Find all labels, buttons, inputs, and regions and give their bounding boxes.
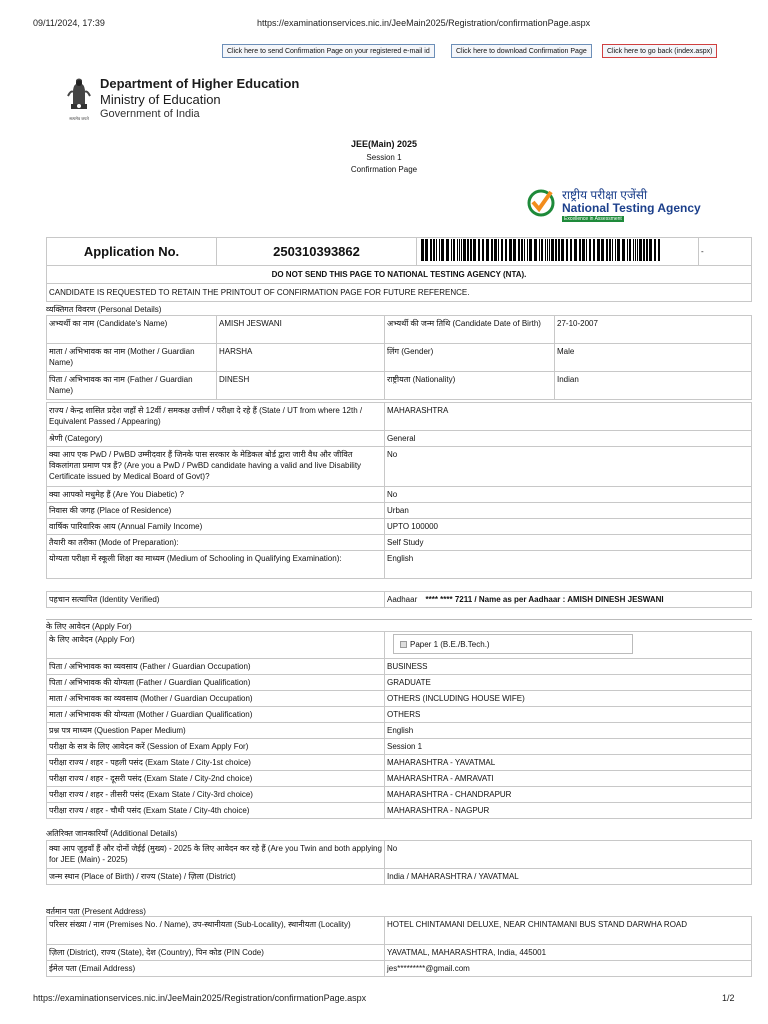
apply-row-label: प्रश्न पत्र माध्यम (Question Paper Medium) <box>47 723 385 739</box>
apply-row-value: OTHERS (INCLUDING HOUSE WIFE) <box>385 691 752 707</box>
application-dash: - <box>699 238 752 266</box>
nta-hindi-name: राष्ट्रीय परीक्षा एजेंसी <box>562 188 648 202</box>
go-back-button[interactable]: Click here to go back (index.aspx) <box>602 44 717 58</box>
barcode-bar <box>529 239 532 261</box>
barcode-bar <box>629 239 631 261</box>
apply-row-value: English <box>385 723 752 739</box>
barcode-bar <box>478 239 480 261</box>
label-twin: क्या आप जुड़वाँ हैं और दोनों जेईई (मुख्य) - 2025 के लिए आवेदन कर रहे हैं (Are you Twin and both applying for JEE (Main) - 2025) <box>47 841 385 869</box>
value-mode-preparation: Self Study <box>385 535 752 551</box>
apply-row-value: MAHARASHTRA - AMRAVATI <box>385 771 752 787</box>
barcode-bar <box>574 239 577 261</box>
identity-type: Aadhaar <box>387 595 418 604</box>
label-candidate-name: अभ्यर्थी का नाम (Candidate's Name) <box>47 316 217 344</box>
apply-divider <box>46 619 752 620</box>
barcode-bar <box>601 239 604 261</box>
barcode-bar <box>582 239 585 261</box>
apply-row-value: MAHARASHTRA - CHANDRAPUR <box>385 787 752 803</box>
label-residence: निवास की जगह (Place of Residence) <box>47 503 385 519</box>
value-apply-for <box>385 632 752 659</box>
label-district: ज़िला (District), राज्य (State), देश (Country), पिन कोड (PIN Code) <box>47 945 385 961</box>
barcode-bar <box>425 239 428 261</box>
apply-row-value: Session 1 <box>385 739 752 755</box>
barcode-bar <box>467 239 469 261</box>
barcode-bar <box>534 239 537 261</box>
barcode-bar <box>639 239 642 261</box>
notice-do-not-send: DO NOT SEND THIS PAGE TO NATIONAL TESTING AGENCY (NTA). <box>47 266 752 284</box>
apply-row-label: पिता / अभिभावक का व्यवसाय (Father / Guardian Occupation) <box>47 659 385 675</box>
barcode-bar <box>451 239 452 261</box>
barcode-bar <box>453 239 455 261</box>
barcode-bar <box>505 239 507 261</box>
print-datetime: 09/11/2024, 17:39 <box>33 18 105 28</box>
barcode-bar <box>463 239 466 261</box>
barcode-bar <box>646 239 648 261</box>
application-table <box>46 237 752 302</box>
ministry-title: Ministry of Education <box>100 92 221 107</box>
barcode-bar <box>501 239 503 261</box>
label-gender: लिंग (Gender) <box>385 344 555 372</box>
download-confirmation-button[interactable]: Click here to download Confirmation Page <box>451 44 592 58</box>
barcode-bar <box>589 239 591 261</box>
personal-details-table-2 <box>46 402 752 535</box>
apply-row-value: MAHARASHTRA - NAGPUR <box>385 803 752 819</box>
value-nationality: Indian <box>555 372 752 400</box>
label-identity: पहचान सत्यापित (Identity Verified) <box>47 592 385 608</box>
value-gender: Male <box>555 344 752 372</box>
preparation-table <box>46 534 752 579</box>
barcode-bar <box>470 239 472 261</box>
value-diabetic: No <box>385 487 752 503</box>
barcode-bar <box>433 239 435 261</box>
barcode-bar <box>545 239 546 261</box>
value-email: jes*********@gmail.com <box>385 961 752 977</box>
apply-row <box>47 691 752 707</box>
barcode-bar <box>551 239 554 261</box>
emblem-caption: सत्यमेव जयते <box>69 116 89 121</box>
barcode-bar <box>527 239 528 261</box>
value-dob: 27-10-2007 <box>555 316 752 344</box>
identity-table <box>46 591 752 608</box>
value-identity <box>385 592 752 608</box>
apply-row-value: GRADUATE <box>385 675 752 691</box>
apply-row-label: पिता / अभिभावक की योग्यता (Father / Guardian Qualification) <box>47 675 385 691</box>
barcode-bar <box>617 239 620 261</box>
exam-title: JEE(Main) 2025 <box>350 139 418 149</box>
barcode-bar <box>547 239 548 261</box>
apply-row-label: परीक्षा राज्य / शहर - दूसरी पसंद (Exam State / City-2nd choice) <box>47 771 385 787</box>
barcode-bar <box>615 239 616 261</box>
address-table <box>46 916 752 977</box>
footer-page-number: 1/2 <box>722 993 735 1003</box>
session-title: Session 1 <box>366 153 402 162</box>
send-email-button[interactable]: Click here to send Confirmation Page on your registered e-mail id <box>222 44 435 58</box>
barcode-bar <box>521 239 523 261</box>
barcode-bar <box>482 239 484 261</box>
barcode-bar <box>570 239 572 261</box>
label-diabetic: क्या आपको मधुमेह हैं (Are You Diabetic) ? <box>47 487 385 503</box>
barcode-bar <box>509 239 512 261</box>
label-pwd: क्या आप एक PwD / PwBD उम्मीदवार हैं जिनके पास सरकार के मेडिकल बोर्ड द्वारा जारी वैध और जीवित विकलांगता प्रमाण पत्र हैं? (Are you a PwD / PwBD candidate having a valid and live Disability Certificate issued by Medical Board of Govt)? <box>47 447 385 487</box>
barcode-bar <box>494 239 497 261</box>
apply-row-value: MAHARASHTRA - YAVATMAL <box>385 755 752 771</box>
barcode-bar <box>541 239 543 261</box>
label-apply-for: के लिए आवेदन (Apply For) <box>47 632 385 659</box>
barcode-bar <box>558 239 560 261</box>
barcode-bar <box>430 239 432 261</box>
apply-row-label: परीक्षा राज्य / शहर - पहली पसंद (Exam State / City-1st choice) <box>47 755 385 771</box>
page-title: Confirmation Page <box>350 165 418 174</box>
barcode-bar <box>561 239 564 261</box>
barcode-bar <box>441 239 444 261</box>
barcode-bar <box>593 239 595 261</box>
barcode-bar <box>586 239 587 261</box>
barcode-bar <box>459 239 460 261</box>
barcode-bar <box>643 239 645 261</box>
national-emblem-icon <box>64 74 94 120</box>
identity-value: **** **** 7211 / Name as per Aadhaar : AMISH DINESH JESWANI <box>425 595 664 604</box>
label-father-name: पिता / अभिभावक का नाम (Father / Guardian Name) <box>47 372 217 400</box>
footer-url: https://examinationservices.nic.in/JeeMain2025/Registration/confirmationPage.aspx <box>33 993 367 1003</box>
print-url: https://examinationservices.nic.in/JeeMain2025/Registration/confirmationPage.aspx <box>257 18 591 28</box>
barcode-bar <box>658 239 660 261</box>
value-twin: No <box>385 841 752 869</box>
barcode-bar <box>473 239 476 261</box>
apply-row <box>47 659 752 675</box>
barcode-bar <box>622 239 625 261</box>
barcode-bar <box>421 239 424 261</box>
value-residence: Urban <box>385 503 752 519</box>
barcode-bar <box>606 239 608 261</box>
nta-check-icon <box>527 188 555 218</box>
additional-table <box>46 840 752 885</box>
label-birthplace: जन्म स्थान (Place of Birth) / राज्य (State) / ज़िला (District) <box>47 869 385 885</box>
application-label: Application No. <box>47 238 217 266</box>
barcode-bar <box>491 239 493 261</box>
barcode-bar <box>579 239 581 261</box>
apply-row <box>47 771 752 787</box>
apply-row <box>47 723 752 739</box>
label-category: श्रेणी (Category) <box>47 431 385 447</box>
barcode-bar <box>461 239 462 261</box>
barcode-bar <box>609 239 611 261</box>
barcode-bar <box>457 239 458 261</box>
barcode-bar <box>627 239 628 261</box>
barcode-bar <box>612 239 613 261</box>
label-dob: अभ्यर्थी की जन्म तिथि (Candidate Date of Birth) <box>385 316 555 344</box>
barcode-bar <box>439 239 440 261</box>
application-number: 250310393862 <box>217 238 417 266</box>
value-district: YAVATMAL, MAHARASHTRA, India, 445001 <box>385 945 752 961</box>
label-nationality: राष्ट्रीयता (Nationality) <box>385 372 555 400</box>
notice-retain-printout: CANDIDATE IS REQUESTED TO RETAIN THE PRINTOUT OF CONFIRMATION PAGE FOR FUTURE REFERENCE. <box>47 284 752 302</box>
barcode-bar <box>637 239 638 261</box>
label-state-12th: राज्य / केन्द्र शासित प्रदेश जहाँ से 12वीं / समकक्ष उत्तीर्ण / परीक्षा दे रहे हैं (State / UT from where 12th / Equivalent Passed / Appearing) <box>47 403 385 431</box>
additional-section-title: अतिरिक्त जानकारियाँ (Additional Details) <box>46 829 178 838</box>
barcode-bar <box>566 239 568 261</box>
label-family-income: वार्षिक पारिवारिक आय (Annual Family Income) <box>47 519 385 535</box>
address-section-title: वर्तमान पता (Present Address) <box>46 907 146 916</box>
personal-details-table <box>46 315 752 400</box>
apply-row-value: OTHERS <box>385 707 752 723</box>
barcode-bar <box>518 239 520 261</box>
apply-row <box>47 707 752 723</box>
apply-table <box>46 631 752 659</box>
barcode-bar <box>597 239 600 261</box>
barcode-bar <box>524 239 525 261</box>
barcode-icon <box>421 239 661 261</box>
value-medium-schooling: English <box>385 551 752 579</box>
barcode-bar <box>635 239 636 261</box>
value-category: General <box>385 431 752 447</box>
apply-row-label: परीक्षा राज्य / शहर - तीसरी पसंद (Exam State / City-3rd choice) <box>47 787 385 803</box>
value-pwd: No <box>385 447 752 487</box>
label-email: ईमेल पता (Email Address) <box>47 961 385 977</box>
barcode-bar <box>555 239 557 261</box>
barcode-bar <box>513 239 516 261</box>
government-title: Government of India <box>100 108 200 120</box>
value-father-name: DINESH <box>217 372 385 400</box>
nta-english-name: National Testing Agency <box>562 201 701 215</box>
label-medium-schooling: योग्यता परीक्षा में स्कूली शिक्षा का माध्यम (Medium of Schooling in Qualifying Examination): <box>47 551 385 579</box>
apply-row <box>47 755 752 771</box>
apply-details-table <box>46 658 752 819</box>
apply-row <box>47 787 752 803</box>
label-mother-name: माता / अभिभावक का नाम (Mother / Guardian Name) <box>47 344 217 372</box>
label-mode-preparation: तैयारी का तरीका (Mode of Preparation): <box>47 535 385 551</box>
value-state-12th: MAHARASHTRA <box>385 403 752 431</box>
value-birthplace: India / MAHARASHTRA / YAVATMAL <box>385 869 752 885</box>
barcode <box>417 238 699 266</box>
barcode-bar <box>549 239 550 261</box>
apply-section-title: के लिए आवेदन (Apply For) <box>46 622 132 631</box>
barcode-bar <box>498 239 499 261</box>
apply-row <box>47 675 752 691</box>
paper-label: Paper 1 (B.E./B.Tech.) <box>410 640 490 649</box>
barcode-bar <box>539 239 540 261</box>
barcode-bar <box>436 239 437 261</box>
paper-option <box>393 634 633 654</box>
barcode-bar <box>633 239 634 261</box>
label-premises: परिसर संख्या / नाम (Premises No. / Name), उप-स्थानीयता (Sub-Locality), स्थानीयता (Locality) <box>47 917 385 945</box>
barcode-bar <box>654 239 656 261</box>
value-premises: HOTEL CHINTAMANI DELUXE, NEAR CHINTAMANI BUS STAND DARWHA ROAD <box>385 917 752 945</box>
apply-row <box>47 803 752 819</box>
personal-section-title: व्यक्तिगत विवरण (Personal Details) <box>46 305 162 314</box>
apply-row-label: परीक्षा के सत्र के लिए आवेदन करें (Session of Exam Apply For) <box>47 739 385 755</box>
paper-checkbox[interactable] <box>400 641 407 648</box>
value-mother-name: HARSHA <box>217 344 385 372</box>
apply-row-label: परीक्षा राज्य / शहर - चौथी पसंद (Exam State / City-4th choice) <box>47 803 385 819</box>
apply-row <box>47 739 752 755</box>
apply-row-value: BUSINESS <box>385 659 752 675</box>
nta-tagline: Excellence in Assessment <box>564 216 622 222</box>
barcode-bar <box>486 239 489 261</box>
barcode-bar <box>446 239 449 261</box>
barcode-bar <box>649 239 652 261</box>
value-family-income: UPTO 100000 <box>385 519 752 535</box>
apply-row-label: माता / अभिभावक का व्यवसाय (Mother / Guardian Occupation) <box>47 691 385 707</box>
apply-row-label: माता / अभिभावक की योग्यता (Mother / Guardian Qualification) <box>47 707 385 723</box>
department-title: Department of Higher Education <box>100 76 300 91</box>
value-candidate-name: AMISH JESWANI <box>217 316 385 344</box>
